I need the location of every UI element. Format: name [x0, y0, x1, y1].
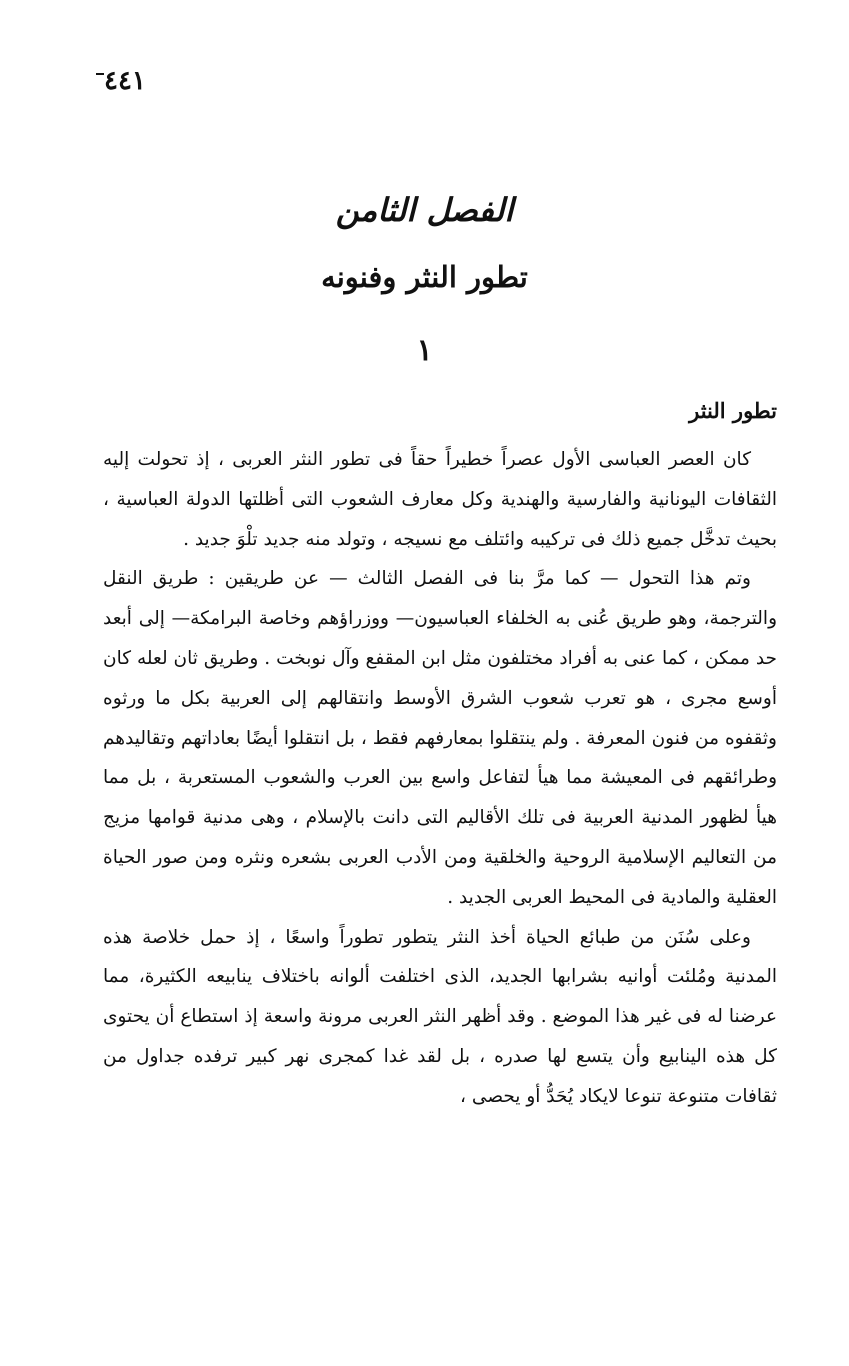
section-number: ١	[416, 333, 433, 368]
section-heading: تطور النثر	[689, 398, 777, 423]
chapter-title: تطور النثر وفنونه	[321, 260, 528, 294]
paragraph-3: وعلى سُنَن من طبائع الحياة أخذ النثر يتطور تطوراً واسعًا ، إذ حمل خلاصة هذه المدنية ومُلئت أوانيه بشرابها الجديد، الذى اختلفت ألوانه باختلاف ينابيعه الكثيرة، مما عرضنا له فى غير هذا الموضع . وقد أظهر النثر العربى مرونة واسعة إذ استطاع أن يحتوى كل هذه الينابيع وأن يتسع لها صدره ، بل لقد غدا كمجرى نهر كبير ترفده جداول من ثقافات متنوعة تنوعا لايكاد يُحَدُّ أو يحصى ،	[103, 926, 777, 1107]
paragraph-2: وتم هذا التحول — كما مرَّ بنا فى الفصل الثالث — عن طريقين : طريق النقل والترجمة، وهو طريق عُنى به الخلفاء العباسيون— ووزراؤهم وخاصة البرامكة— إلى أبعد حد ممكن ، كما عنى به أفراد مختلفون مثل ابن المقفع وآل نوبخت . وطريق ثان لعله كان أوسع مجرى ، هو تعرب شعوب الشرق الأوسط وانتقالهم إلى العربية بكل ما ورثوه وثقفوه من فنون المعرفة . ولم ينتقلوا بمعارفهم فقط ، بل انتقلوا أيضًا بعاداتهم وتقاليدهم وطرائقهم فى المعيشة مما هيأ لتفاعل واسع بين العرب والشعوب المستعربة ، بل مما هيأ لظهور المدنية العربية فى تلك الأقاليم التى دانت بالإسلام ، وهى مدنية قوامها مزيج من التعاليم الإسلامية الروحية والخلقية ومن الأدب العربى بشعره ونثره ومن صور الحياة العقلية والمادية فى المحيط العربى الجديد .	[103, 568, 777, 908]
chapter-label: الفصل الثامن	[335, 191, 514, 229]
paragraph-1: كان العصر العباسى الأول عصراً خطيراً حقاً فى تطور النثر العربى ، إذ تحولت إليه الثقافات اليونانية والفارسية والهندية وكل معارف الشعوب التى أظلتها الدولة العباسية ، بحيث تدخَّل جميع ذلك فى تركيبه وائتلف مع نسيجه ، وتولد منه جديد تلْوَ جديد .	[103, 449, 777, 550]
body-text	[103, 440, 777, 1117]
page-number: ٤٤١	[104, 66, 146, 96]
